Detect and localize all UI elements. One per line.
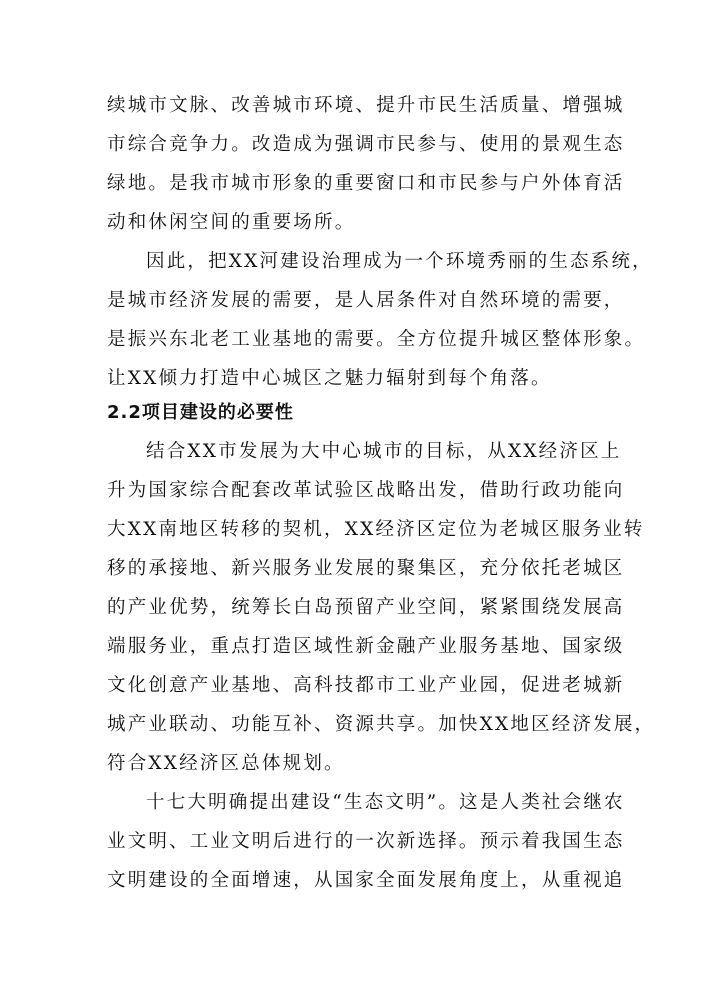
paragraph-1-line-3: 绿地。是我市城市形象的重要窗口和市民参与户外体育活	[107, 173, 625, 194]
paragraph-4-line-1: 十七大明确提出建设“生态文明”。这是人类社会继农	[146, 792, 625, 813]
paragraph-2-line-2: 是城市经济发展的需要，是人居条件对自然环境的需要，	[107, 290, 625, 311]
paragraph-3-line-2: 升为国家综合配套改革试验区战略出发，借助行政功能向	[107, 480, 625, 501]
paragraph-1-line-4: 动和休闲空间的重要场所。	[107, 212, 356, 233]
paragraph-2-line-1: 因此，把XX河建设治理成为一个环境秀丽的生态系统，	[146, 251, 653, 272]
paragraph-2-line-4: 让XX倾力打造中心城区之魅力辐射到每个角落。	[107, 368, 552, 389]
paragraph-3-line-9: 符合XX经济区总体规划。	[107, 753, 345, 774]
paragraph-3-line-1: 结合XX市发展为大中心城市的目标，从XX经济区上	[146, 441, 622, 462]
paragraph-2-line-3: 是振兴东北老工业基地的需要。全方位提升城区整体形象。	[107, 329, 646, 350]
paragraph-3-line-6: 端服务业，重点打造区域性新金融产业服务基地、国家级	[107, 636, 625, 657]
paragraph-3-line-7: 文化创意产业基地、高科技都市工业产业园，促进老城新	[107, 675, 625, 696]
paragraph-4-line-2: 业文明、工业文明后进行的一次新选择。预示着我国生态	[107, 831, 625, 852]
paragraph-3-line-5: 的产业优势，统筹长白岛预留产业空间，紧紧围绕发展高	[107, 597, 625, 618]
paragraph-4-line-3: 文明建设的全面增速，从国家全面发展角度上，从重视追	[107, 870, 625, 891]
paragraph-3-line-3: 大XX南地区转移的契机，XX经济区定位为老城区服务业转	[107, 519, 645, 540]
paragraph-3-line-4: 移的承接地、新兴服务业发展的聚集区，充分依托老城区	[107, 558, 625, 579]
paragraph-3-line-8: 城产业联动、功能互补、资源共享。加快XX地区经济发展，	[107, 714, 656, 735]
paragraph-1-line-2: 市综合竞争力。改造成为强调市民参与、使用的景观生态	[107, 134, 625, 155]
section-heading: 2.2项目建设的必要性	[107, 402, 294, 423]
paragraph-1-line-1: 续城市文脉、改善城市环境、提升市民生活质量、增强城	[107, 95, 625, 116]
